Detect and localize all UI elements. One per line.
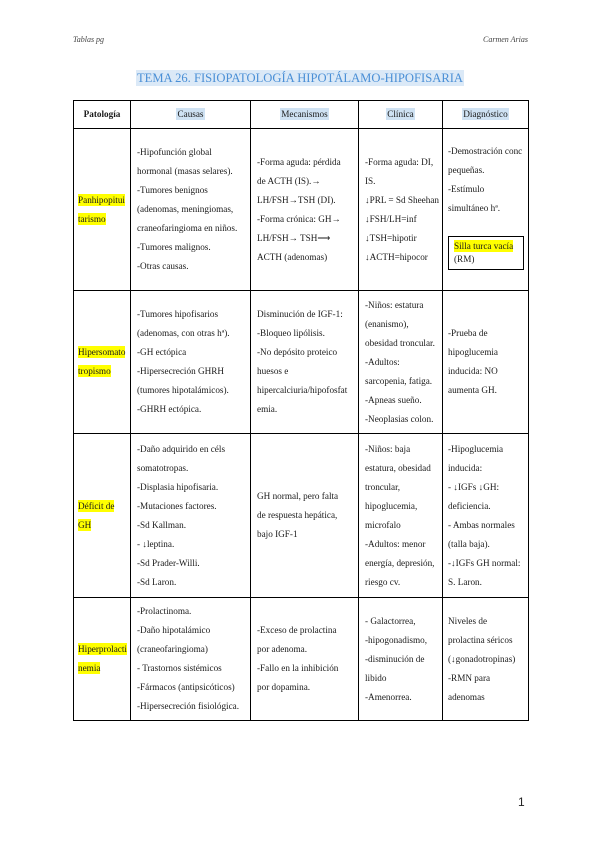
pathology-name: Hiperprolactinemia xyxy=(78,644,127,673)
cell-diagnostico xyxy=(443,129,529,291)
list-item: ↓TSH=hipotir xyxy=(365,232,417,243)
pathology-table xyxy=(73,100,529,721)
table-row xyxy=(74,598,529,721)
list-item: -RMN para adenomas xyxy=(448,672,491,702)
list-item: -↓IGFs GH normal: S. Laron. xyxy=(448,557,521,587)
list-item: -Fallo en la inhibición por dopamina. xyxy=(257,663,339,692)
cell-patologia xyxy=(74,434,131,598)
cell-patologia xyxy=(74,129,131,291)
header-author: Carmen Arias xyxy=(483,35,528,44)
list-item: GH normal, pero falta de respuesta hepática, bajo IGF-1 xyxy=(257,491,339,539)
table-row xyxy=(74,291,529,434)
page-number: 1 xyxy=(518,795,525,809)
list-item: -Hipofunción global hormonal (masas selares). xyxy=(137,147,233,176)
list-item: -Bloqueo lipólisis. xyxy=(257,328,325,338)
list-item: - Galactorrea, xyxy=(365,615,416,626)
list-item: -Adultos: menor energía, depresión, riesgo cv. xyxy=(365,538,435,587)
list-item: -Hipersecreción GHRH (tumores hipotalámicos). xyxy=(137,366,229,395)
list-item: - ↓IGFs ↓GH: deficiencia. xyxy=(448,481,500,511)
list-item: -Mutaciones factores. xyxy=(137,500,217,511)
list-item: -Neoplasias colon. xyxy=(365,413,434,424)
list-item: -Daño adquirido en céls somatotropas. xyxy=(137,443,226,473)
list-item: -Prueba de hipoglucemia inducida: NO aumenta GH. xyxy=(448,328,499,395)
cell-causas xyxy=(131,129,251,291)
document-title-text: TEMA 26. FISIOPATOLOGÍA HIPOTÁLAMO-HIPOFISARIA xyxy=(136,71,464,85)
list-item: -Forma aguda: pérdida de ACTH (IS).→ LH/FSH→TSH (DI). xyxy=(257,156,341,205)
column-header-diagnostico xyxy=(443,101,529,129)
list-item: -Sd Prader-Willi. xyxy=(137,557,200,568)
list-item: -Exceso de prolactina por adenoma. xyxy=(257,625,337,654)
cell-patologia xyxy=(74,291,131,434)
list-item: -GHRH ectópica. xyxy=(137,404,202,414)
list-item: -Hipersecreción fisiológica. xyxy=(137,701,240,711)
pathology-name: Hipersomatotropismo xyxy=(78,347,126,376)
list-item: -Demostración conc pequeñas. xyxy=(448,145,523,175)
list-item: -disminución de libido xyxy=(365,653,425,683)
list-item: - Ambas normales (talla baja). xyxy=(448,519,515,549)
list-item: Niveles de prolactina séricos (↓gonadotropinas) xyxy=(448,615,516,664)
list-item: -Sd Kallman. xyxy=(137,519,186,530)
column-header-label: Causas xyxy=(177,109,204,119)
list-item: -Tumores hipofisarios (adenomas, con otras hª). xyxy=(137,309,230,338)
column-header-mecanismos xyxy=(251,101,359,129)
list-item: -Forma aguda: DI, IS. xyxy=(365,156,434,186)
cell-mecanismos xyxy=(251,291,359,434)
cell-clinica xyxy=(359,598,443,721)
list-item: ↓ACTH=hipocor xyxy=(365,251,428,262)
column-header-label: Diagnóstico xyxy=(463,109,508,119)
pathology-name: Déficit de GH xyxy=(78,500,115,530)
list-item: ↓PRL = Sd Sheehan xyxy=(365,194,440,205)
list-item: -Daño hipotalámico (craneofaringioma) xyxy=(137,625,211,654)
list-item: -GH ectópica xyxy=(137,347,187,357)
list-item: -Fármacos (antipsicóticos) xyxy=(137,682,235,692)
cell-diagnostico xyxy=(443,291,529,434)
list-item: - ↓leptina. xyxy=(137,538,175,549)
list-item: -Tumores benignos (adenomas, meningiomas, craneofaringioma en niños. xyxy=(137,185,238,233)
list-item: - Trastornos sistémicos xyxy=(137,663,222,673)
cell-clinica xyxy=(359,434,443,598)
column-header-label: Mecanismos xyxy=(281,109,328,119)
cell-diagnostico xyxy=(443,598,529,721)
column-header-clinica xyxy=(359,101,443,129)
column-header-label: Clínica xyxy=(387,109,414,119)
cell-mecanismos xyxy=(251,598,359,721)
list-item: -Apneas sueño. xyxy=(365,394,422,405)
list-item: -No depósito proteico huesos e hipercalciuria/hipofosfatemia. xyxy=(257,347,348,414)
list-item: -Hipoglucemia inducida: xyxy=(448,443,504,473)
list-item: -hipogonadismo, xyxy=(365,634,428,645)
table-row xyxy=(74,434,529,598)
list-item: -Niños: baja estatura, obesidad troncular, hipoglucemia, microfalo xyxy=(365,443,431,530)
list-item: -Forma crónica: GH→ LH/FSH→ TSH⟶ ACTH (adenomas) xyxy=(257,213,341,262)
list-item: -Prolactinoma. xyxy=(137,606,192,616)
cell-mecanismos xyxy=(251,434,359,598)
pathology-name: Panhipopituitarismo xyxy=(78,194,125,224)
list-item: -Estímulo simultáneo hª. xyxy=(448,183,501,213)
cell-clinica xyxy=(359,129,443,291)
list-item: -Displasia hipofisaria. xyxy=(137,481,219,492)
table-row xyxy=(74,129,529,291)
column-header-causas xyxy=(131,101,251,129)
list-item: ↓FSH/LH=inf xyxy=(365,213,417,224)
header-left-text: Tablas pg xyxy=(73,35,105,44)
cell-mecanismos xyxy=(251,129,359,291)
list-item: -Adultos: sarcopenia, fatiga. xyxy=(365,356,433,386)
list-item: -Sd Laron. xyxy=(137,576,177,587)
list-item: -Otras causas. xyxy=(137,261,189,271)
diagnosis-note-highlight: Silla turca vacía xyxy=(454,240,514,251)
cell-diagnostico xyxy=(443,434,529,598)
cell-clinica xyxy=(359,291,443,434)
list-item: -Niños: estatura (enanismo), obesidad troncular. xyxy=(365,299,435,348)
document-title xyxy=(0,71,600,86)
column-header-label: Patología xyxy=(83,109,121,119)
list-item: -Tumores malignos. xyxy=(137,242,211,252)
list-item: Disminución de IGF-1: xyxy=(257,309,343,319)
column-header-patologia xyxy=(74,101,131,129)
cell-causas xyxy=(131,291,251,434)
diagnosis-note-text: (RM) xyxy=(454,253,475,264)
list-item: -Amenorrea. xyxy=(365,691,412,702)
cell-causas xyxy=(131,598,251,721)
diagnosis-note-box xyxy=(448,236,524,270)
table-header-row xyxy=(74,101,529,129)
cell-causas xyxy=(131,434,251,598)
cell-patologia xyxy=(74,598,131,721)
